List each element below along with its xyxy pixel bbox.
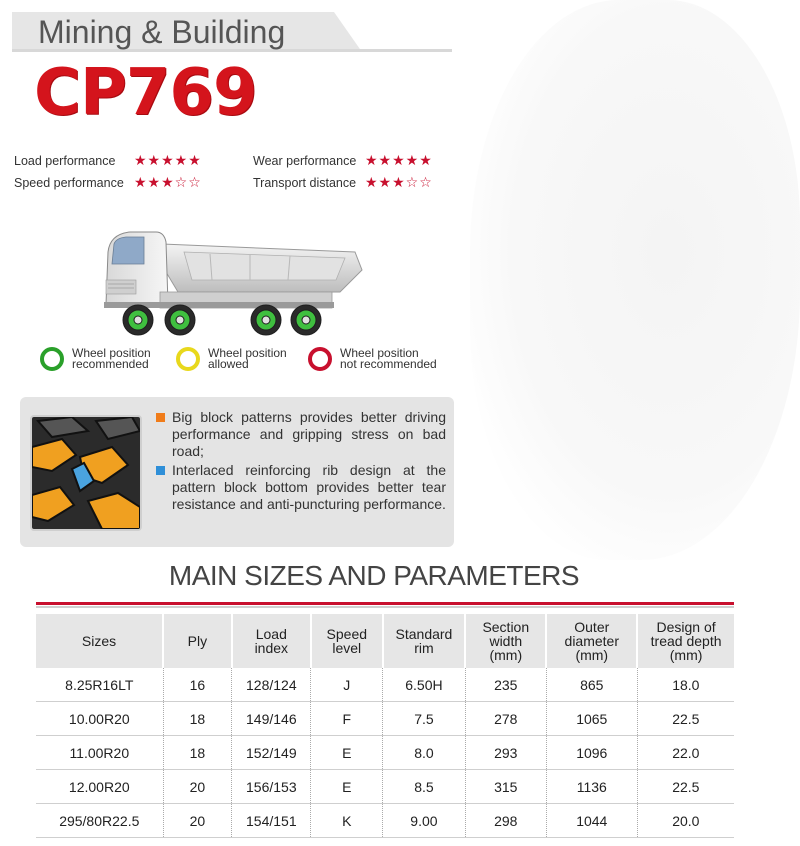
table-cell: 128/124 xyxy=(232,668,311,702)
table-cell: J xyxy=(311,668,383,702)
table-row xyxy=(36,668,734,702)
column-header-line: Speed xyxy=(326,626,368,642)
rating-speed xyxy=(14,174,202,191)
table-cell: E xyxy=(311,736,383,770)
table-cell: 10.00R20 xyxy=(36,702,163,736)
table-cell: 1065 xyxy=(546,702,637,736)
column-header-line: (mm) xyxy=(575,647,609,663)
feature-list xyxy=(156,409,446,515)
table-cell: E xyxy=(311,770,383,804)
red-divider xyxy=(36,602,734,605)
column-header-line: (mm) xyxy=(669,647,703,663)
rating-label: Speed performance xyxy=(14,175,124,190)
table-cell: 315 xyxy=(465,770,546,804)
feature-text: Interlaced reinforcing rib design at the pattern block bottom provides better tear resistance and anti-puncturing performance. xyxy=(172,462,446,512)
feature-text: Big block patterns provides better driving performance and gripping stress on bad road; xyxy=(172,409,446,459)
wheel-legend-allowed xyxy=(176,347,287,371)
column-header-line: Ply xyxy=(187,633,208,649)
table-cell: 18.0 xyxy=(637,668,734,702)
star-rating-icon: ★★★☆☆ xyxy=(365,174,433,190)
green-ring-icon xyxy=(40,347,64,371)
table-cell: 7.5 xyxy=(383,702,466,736)
rating-load xyxy=(14,152,202,169)
column-header-line: Load xyxy=(255,626,287,642)
table-cell: 1096 xyxy=(546,736,637,770)
table-cell: 18 xyxy=(163,736,232,770)
red-ring-icon xyxy=(308,347,332,371)
table-cell: 8.25R16LT xyxy=(36,668,163,702)
table-row xyxy=(36,702,734,736)
table-cell: 8.5 xyxy=(383,770,466,804)
column-header-line: width xyxy=(489,633,523,649)
column-header-line: index xyxy=(254,640,289,656)
table-cell: 20 xyxy=(163,770,232,804)
table-cell: F xyxy=(311,702,383,736)
rating-label: Transport distance xyxy=(253,175,357,190)
star-rating-icon: ★★★★★ xyxy=(134,152,202,168)
table-cell: 865 xyxy=(546,668,637,702)
table-cell: 6.50H xyxy=(383,668,466,702)
table-cell: 9.00 xyxy=(383,804,466,838)
rating-label: Wear performance xyxy=(253,153,357,168)
rating-transport xyxy=(253,174,433,191)
table-cell: 11.00R20 xyxy=(36,736,163,770)
yellow-ring-icon xyxy=(176,347,200,371)
background-tire-watermark xyxy=(470,0,800,560)
table-cell: 22.5 xyxy=(637,702,734,736)
feature-item xyxy=(156,462,446,513)
category-header xyxy=(12,12,452,52)
column-header-line: Sizes xyxy=(81,633,117,649)
table-cell: 22.0 xyxy=(637,736,734,770)
table-cell: 12.00R20 xyxy=(36,770,163,804)
column-header-line: rim xyxy=(414,640,434,656)
column-header xyxy=(163,614,232,668)
parameters-table xyxy=(36,614,734,838)
feature-panel xyxy=(20,397,454,547)
table-cell: 235 xyxy=(465,668,546,702)
rating-label: Load performance xyxy=(14,153,116,168)
table-cell: 18 xyxy=(163,702,232,736)
table-cell: 295/80R22.5 xyxy=(36,804,163,838)
tread-pattern-image xyxy=(30,415,142,531)
grey-divider xyxy=(36,606,734,608)
column-header-line: (mm) xyxy=(489,647,523,663)
column-header xyxy=(311,614,383,668)
table-cell: 20 xyxy=(163,804,232,838)
wheel-legend-recommended xyxy=(40,347,151,371)
star-rating-icon: ★★★☆☆ xyxy=(134,174,202,190)
column-header-line: Design of xyxy=(656,619,716,635)
column-header xyxy=(465,614,546,668)
legend-line2: allowed xyxy=(208,357,249,371)
category-title: Mining & Building xyxy=(38,14,286,50)
column-header xyxy=(36,614,163,668)
table-cell: K xyxy=(311,804,383,838)
orange-square-bullet-icon xyxy=(156,413,165,422)
star-rating-icon: ★★★★★ xyxy=(365,152,433,168)
table-header-row xyxy=(36,614,734,668)
table-row xyxy=(36,770,734,804)
section-title: MAIN SIZES AND PARAMETERS xyxy=(168,560,580,591)
table-body xyxy=(36,668,734,838)
table-cell: 154/151 xyxy=(232,804,311,838)
tread-pattern-icon xyxy=(32,417,140,529)
table-cell: 278 xyxy=(465,702,546,736)
column-header xyxy=(383,614,466,668)
feature-item xyxy=(156,409,446,460)
table-cell: 20.0 xyxy=(637,804,734,838)
table-cell: 149/146 xyxy=(232,702,311,736)
column-header-line: Outer xyxy=(574,619,610,635)
table-cell: 298 xyxy=(465,804,546,838)
table-cell: 293 xyxy=(465,736,546,770)
column-header xyxy=(232,614,311,668)
column-header-line: diameter xyxy=(564,633,619,649)
legend-line2: not recommended xyxy=(340,357,437,371)
column-header-line: Standard xyxy=(395,626,453,642)
legend-line2: recommended xyxy=(72,357,149,371)
table-cell: 16 xyxy=(163,668,232,702)
legend-line1: Wheel position xyxy=(72,346,151,360)
column-header-line: tread depth xyxy=(650,633,722,649)
model-name: CP769 xyxy=(34,56,257,130)
table-row xyxy=(36,804,734,838)
table-cell: 1044 xyxy=(546,804,637,838)
table-cell: 1136 xyxy=(546,770,637,804)
column-header-line: Section xyxy=(482,619,530,635)
legend-line1: Wheel position xyxy=(340,346,419,360)
blue-square-bullet-icon xyxy=(156,466,165,475)
wheel-legend-not-recommended xyxy=(308,347,437,371)
column-header xyxy=(546,614,637,668)
column-header xyxy=(637,614,734,668)
rating-wear xyxy=(253,152,433,169)
dump-truck-icon xyxy=(100,222,370,340)
table-cell: 152/149 xyxy=(232,736,311,770)
column-header-line: level xyxy=(332,640,362,656)
table-cell: 156/153 xyxy=(232,770,311,804)
table-cell: 22.5 xyxy=(637,770,734,804)
table-row xyxy=(36,736,734,770)
legend-line1: Wheel position xyxy=(208,346,287,360)
table-cell: 8.0 xyxy=(383,736,466,770)
